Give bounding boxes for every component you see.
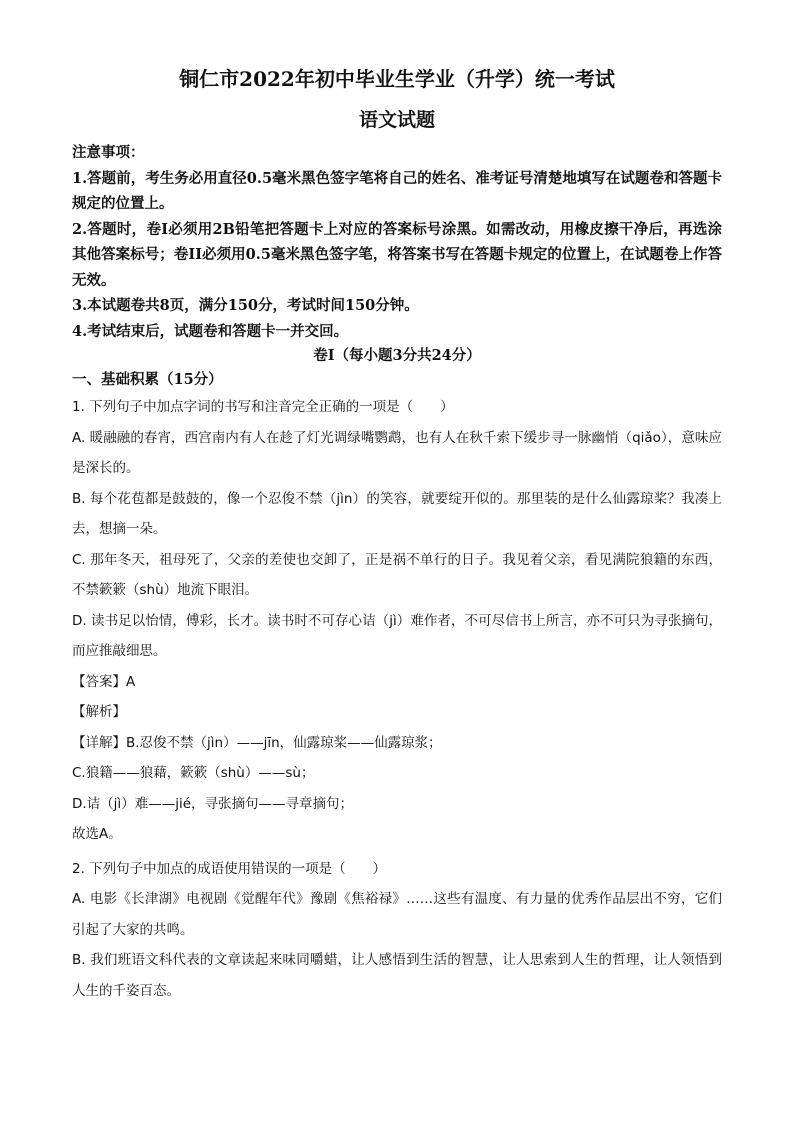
notice-item-3: 3.本试题卷共8页，满分150分，考试时间150分钟。 bbox=[72, 297, 419, 314]
question-1 bbox=[72, 392, 722, 850]
volume-heading: 卷I（每小题3分共24分） bbox=[313, 347, 481, 364]
question-2-option-b: B. 我们班语文科代表的文章读起来味同嚼蜡，让人感悟到生活的智慧，让人思索到人生的哲理，让人领悟到人生的千姿百态。 bbox=[72, 952, 722, 999]
exam-page bbox=[72, 64, 722, 1006]
exam-title: 铜仁市2022年初中毕业生学业（升学）统一考试 bbox=[179, 67, 615, 91]
question-1-conclusion: 故选A。 bbox=[72, 826, 122, 842]
exam-subtitle: 语文试题 bbox=[358, 109, 435, 131]
notice-item-2: 2.答题时，卷I必须用2B铅笔把答题卡上对应的答案标号涂黑。如需改动，用橡皮擦干净后，再选涂其他答案标号；卷II必须用0.5毫米黑色签字笔，将答案书写在答题卡规定的位置上，在试题卷上作答无效。 bbox=[72, 220, 722, 289]
question-1-option-b: B. 每个花苞都是鼓鼓的，像一个忍俊不禁（jìn）的笑容，就要绽开似的。那里装的是什么仙露琼桨？我凑上去，想摘一朵。 bbox=[72, 490, 722, 537]
question-1-analysis-label: 【解析】 bbox=[72, 704, 126, 720]
question-1-answer: 【答案】A bbox=[72, 673, 136, 690]
notice-item-1: 1.答题前，考生务必用直径0.5毫米黑色签字笔将自己的姓名、准考证号清楚地填写在试题卷和答题卡规定的位置上。 bbox=[72, 169, 722, 212]
notice-item-4: 4.考试结束后，试题卷和答题卡一并交回。 bbox=[72, 322, 349, 340]
question-2 bbox=[72, 854, 722, 1007]
question-1-option-d: D. 读书足以怡情，傅彩，长才。读书时不可存心诘（jì）难作者，不可尽信书上所言，亦不可只为寻张摘句，而应推敲细思。 bbox=[72, 612, 722, 659]
question-2-stem: 2. 下列句子中加点的成语使用错误的一项是（ ） bbox=[72, 860, 387, 877]
notice-block bbox=[72, 140, 722, 344]
question-1-detail-3: D.诘（jì）难——jié，寻张摘句——寻章摘句； bbox=[72, 795, 353, 812]
question-1-detail-2: C.狼籍——狼藉，簌簌（shù）——sù； bbox=[72, 765, 315, 781]
section-heading: 一、基础积累（15分） bbox=[72, 371, 223, 388]
question-1-option-a: A. 暖融融的春宵，西宫南内有人在趁了灯光调绿嘴鹦鹉，也有人在秋千索下缓步寻一脉幽悄（qiǎo），意味应是深长的。 bbox=[72, 429, 722, 476]
question-2-option-a: A. 电影《长津湖》电视剧《觉醒年代》豫剧《焦裕禄》……这些有温度、有力量的优秀作品层出不穷，它们引起了大家的共鸣。 bbox=[72, 891, 722, 938]
question-1-detail-1: 【详解】B.忍俊不禁（jìn）——jīn，仙露琼桨——仙露琼浆； bbox=[72, 734, 442, 751]
question-1-option-c: C. 那年冬天，祖母死了，父亲的差使也交卸了，正是祸不单行的日子。我见着父亲，看见满院狼籍的东西，不禁簌簌（shù）地流下眼泪。 bbox=[72, 551, 722, 598]
question-1-stem: 1. 下列句子中加点字词的书写和注音完全正确的一项是（ ） bbox=[72, 399, 454, 415]
notice-heading: 注意事项： bbox=[72, 144, 145, 161]
